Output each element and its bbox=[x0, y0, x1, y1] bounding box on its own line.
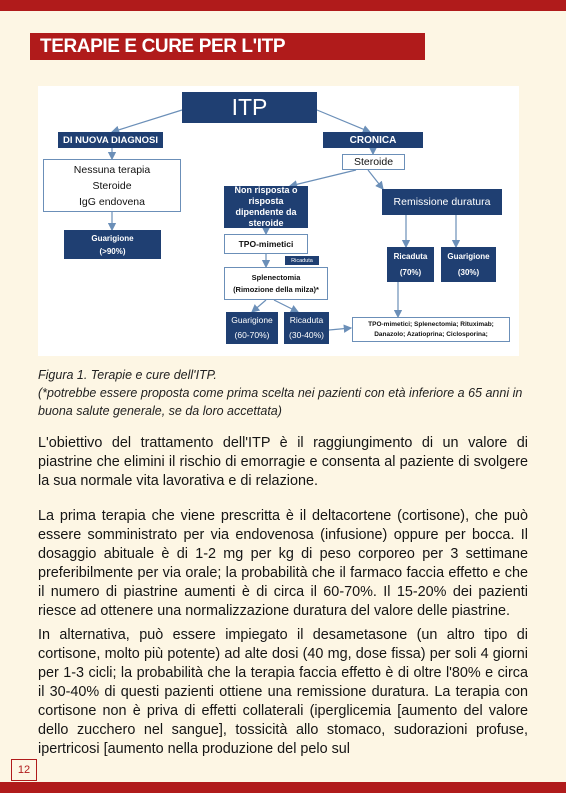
relapse-mid-label: Ricaduta bbox=[289, 315, 324, 325]
bottom-accent-bar bbox=[0, 782, 566, 793]
non-response-box: Non risposta o risposta dipendente da steroide bbox=[224, 186, 308, 228]
lasting-remission-box: Remissione duratura bbox=[382, 189, 502, 215]
treatment-igg: IgG endovena bbox=[79, 195, 145, 208]
paragraph-alternative: In alternativa, può essere impiegato il desametasone (un altro tipo di cortisone, molto più potente) ad alte dosi (40 mg, dose fissa) per soli 4 giorni per 1-3 cicli; la probabilità che la terapia faccia effetto è di oltre l'80% e circa il 30-40% di questi pazienti ottiene una remissione duratura. La terapia con cortisone non è priva di effetti collaterali (iperglicemia [aumento del valore dello zucchero nel sangue], tossicità allo stomaco, sudorazioni profuse, ipertricosi [aumento nella produzione del pelo sul bbox=[38, 627, 528, 757]
healing-mid-label: Guarigione bbox=[231, 315, 273, 325]
healing-mid-box bbox=[226, 312, 278, 344]
chronic-box: CRONICA bbox=[323, 132, 423, 148]
treatment-flowchart bbox=[38, 86, 519, 356]
initial-treatments-box bbox=[43, 159, 181, 212]
other-therapies-box bbox=[352, 317, 510, 342]
healing-left-label: Guarigione bbox=[91, 233, 134, 243]
relapse-right-box bbox=[387, 247, 434, 282]
splenectomy-box bbox=[224, 267, 328, 300]
healing-mid-pct: (60-70%) bbox=[234, 330, 270, 340]
relapse-mid-box bbox=[284, 312, 329, 344]
paragraph-first-therapy: La prima terapia che viene prescritta è il deltacortene (cortisone), che può essere somministrato per via endovenosa (infusione) oppure per bocca. Il dosaggio abituale è di 1-2 mg per kg di peso corporeo per 3 settimane preferibilmente per via orale; la probabilità che il farmaco faccia effetto e che il numero di piastrine aumenti è di circa il 60-70%. Il 15-20% dei pazienti riesce ad ottenere una normalizzazione duratura del valore delle piastrine. bbox=[38, 508, 528, 619]
new-diagnosis-box: DI NUOVA DIAGNOSI bbox=[58, 132, 163, 148]
healing-right-pct: (30%) bbox=[457, 267, 480, 277]
healing-right-label: Guarigione bbox=[447, 251, 490, 261]
other-therapies-line2: Danazolo; Azatioprina; Ciclosporina; bbox=[374, 330, 488, 338]
splenectomy-note: (Rimozione della milza)* bbox=[233, 284, 319, 294]
paragraph-objective: L'obiettivo del trattamento dell'ITP è il raggiungimento di un valore di piastrine che elimini il rischio di emorragie e consenta al paziente di svolgere la sua normale vita lavorativa e di relazione. bbox=[38, 435, 528, 489]
splenectomy-label: Splenectomia bbox=[251, 272, 301, 282]
page-number: 12 bbox=[11, 759, 37, 781]
caption-title: Figura 1. Terapie e cure dell'ITP. bbox=[38, 368, 217, 382]
chronic-steroid-box: Steroide bbox=[342, 154, 405, 170]
healing-left-pct: (>90%) bbox=[99, 246, 126, 256]
relapse-tag: Ricaduta bbox=[285, 256, 319, 265]
itp-root-box: ITP bbox=[182, 92, 317, 123]
tpo-mimetics-box: TPO-mimetici bbox=[224, 234, 308, 254]
healing-left-box bbox=[64, 230, 161, 259]
figure-caption bbox=[38, 366, 538, 420]
relapse-mid-pct: (30-40%) bbox=[289, 330, 324, 340]
relapse-right-pct: (70%) bbox=[399, 267, 422, 277]
top-accent-bar bbox=[0, 0, 566, 11]
relapse-right-label: Ricaduta bbox=[393, 251, 428, 261]
other-therapies-line1: TPO-mimetici; Splenectomia; Rituximab; bbox=[368, 320, 494, 328]
treatment-none: Nessuna terapia bbox=[73, 163, 151, 176]
section-title: TERAPIE E CURE PER L'ITP bbox=[30, 33, 425, 60]
healing-right-box bbox=[441, 247, 496, 282]
treatment-steroid: Steroide bbox=[92, 179, 132, 192]
caption-note: (*potrebbe essere proposta come prima scelta nei pazienti con età inferiore a 65 anni in buona salute generale, se da loro accettata) bbox=[38, 386, 523, 418]
